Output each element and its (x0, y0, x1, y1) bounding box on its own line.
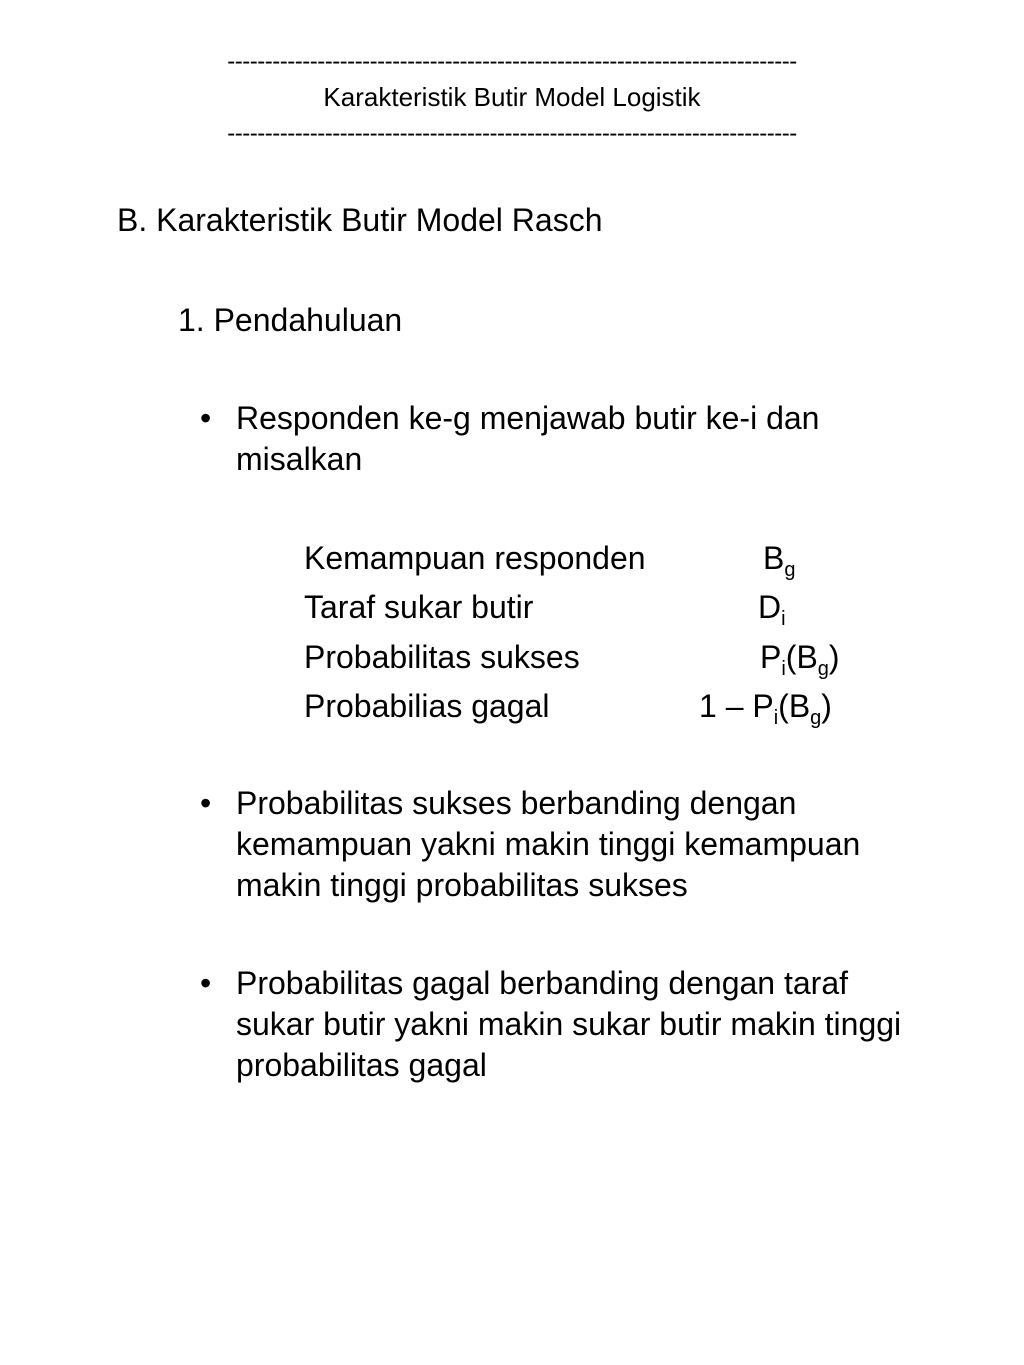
bullet-marker: • (200, 965, 212, 1001)
bullet-line: Responden ke-g menjawab butir ke-i dan (236, 400, 820, 436)
definition-row-ability (304, 538, 944, 582)
bullet-line: Probabilitas sukses berbanding dengan (236, 785, 797, 821)
symbol-subscript: i (773, 707, 779, 729)
definition-label: Probabilias gagal (304, 688, 550, 724)
definition-label: Kemampuan responden (304, 540, 646, 576)
definition-row-difficulty (304, 587, 944, 631)
symbol-subscript: i (781, 658, 786, 680)
definition-symbol (763, 538, 796, 581)
symbol-subscript: i (781, 608, 786, 630)
definition-label: Probabilitas sukses (304, 639, 580, 675)
definition-label: Taraf sukar butir (304, 589, 534, 625)
bullet-text (236, 963, 956, 1086)
header-divider-bottom: ---------------------------------------------------------------------------- (227, 120, 797, 147)
section-heading: B. Karakteristik Butir Model Rasch (117, 202, 603, 238)
header-divider-top: ---------------------------------------------------------------------------- (227, 48, 797, 75)
bullet-text (236, 398, 956, 480)
definition-row-success-probability (304, 637, 944, 681)
bullet-line: misalkan (236, 441, 363, 477)
symbol-subscript: g (810, 707, 822, 729)
definition-symbol (760, 637, 840, 680)
symbol-base: (B (785, 639, 818, 675)
bullet-line: kemampuan yakni makin tinggi kemampuan (236, 826, 861, 862)
symbol-subscript: g (784, 559, 796, 581)
symbol-subscript: g (817, 658, 829, 680)
header-title: Karakteristik Butir Model Logistik (323, 82, 701, 112)
symbol-base: B (763, 540, 785, 576)
bullet-marker: • (200, 400, 212, 436)
symbol-base: 1 – (699, 688, 753, 724)
bullet-marker: • (200, 785, 212, 821)
symbol-base: ) (828, 639, 840, 675)
symbol-base: P (752, 688, 774, 724)
symbol-base: P (760, 639, 782, 675)
bullet-line: Probabilitas gagal berbanding dengan taraf (236, 965, 849, 1001)
definition-row-failure-probability (304, 686, 944, 730)
bullet-line: probabilitas gagal (236, 1047, 487, 1083)
definition-symbol (699, 686, 832, 729)
bullet-line: sukar butir yakni makin sukar butir makin tinggi (236, 1006, 902, 1042)
definition-symbol (758, 587, 786, 630)
bullet-text (236, 783, 956, 906)
symbol-base: (B (778, 688, 811, 724)
symbol-base: D (758, 589, 782, 625)
bullet-line: makin tinggi probabilitas sukses (236, 867, 688, 903)
subsection-heading: 1. Pendahuluan (178, 302, 403, 338)
symbol-base: ) (821, 688, 832, 724)
